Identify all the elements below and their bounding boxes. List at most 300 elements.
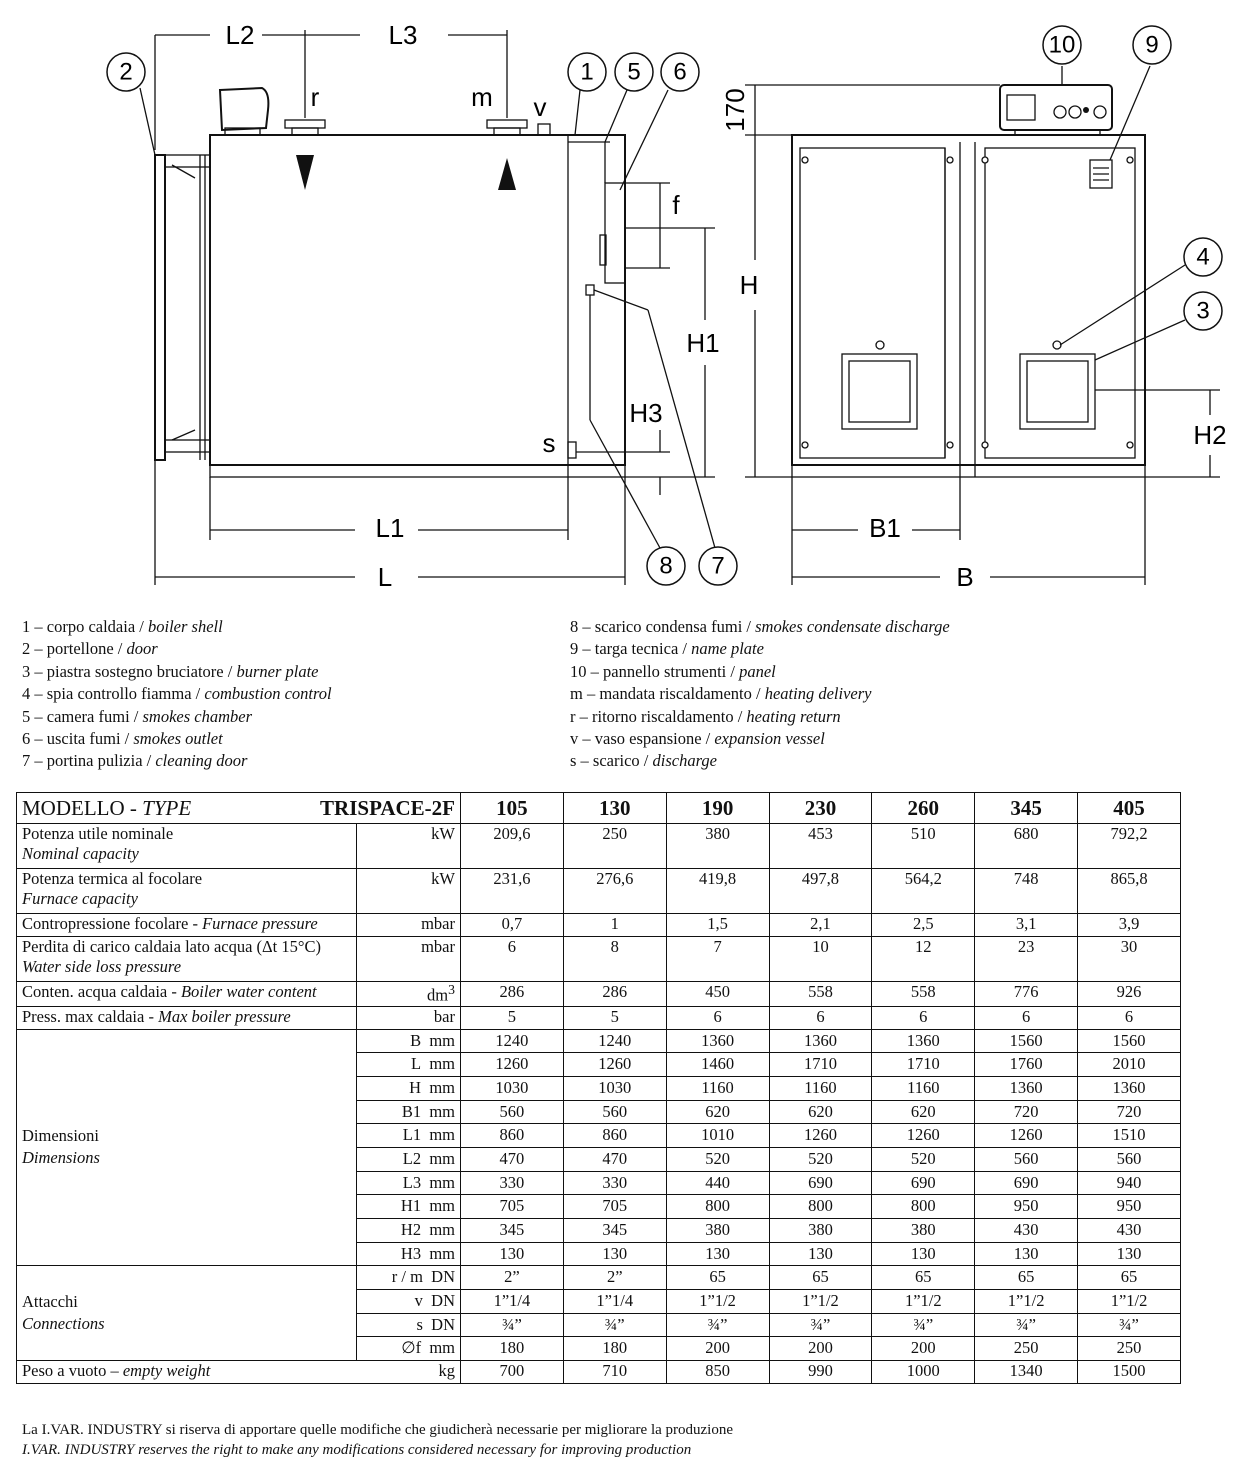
row-label-it: Contropressione focolare - xyxy=(22,914,203,933)
value-cell: 6 xyxy=(461,937,564,982)
value-cell: 720 xyxy=(975,1100,1078,1124)
unit-text: mm xyxy=(429,1243,455,1263)
value-cell: 130 xyxy=(1078,1242,1181,1266)
front-view xyxy=(745,66,1220,585)
value-cell: 276,6 xyxy=(563,869,666,914)
symbol: H xyxy=(409,1077,422,1097)
footer-it: La I.VAR. INDUSTRY si riserva di apportare quelle modifiche che giudicherà necessarie per migliorare la produzione xyxy=(22,1422,734,1438)
table-row xyxy=(17,982,1181,1007)
unit-text: mm xyxy=(429,1172,455,1192)
footer-en: I.VAR. INDUSTRY reserves the right to make any modifications considered necessary for improving production xyxy=(22,1442,692,1458)
callout-8: 8 xyxy=(659,552,673,580)
symbol: L xyxy=(410,1054,422,1074)
label-s: s xyxy=(542,428,556,458)
technical-drawing xyxy=(0,0,1240,600)
symbol-unit xyxy=(357,1076,461,1100)
row-label xyxy=(17,1361,357,1384)
value-cell: 1”1/2 xyxy=(666,1290,769,1314)
value-cell: 705 xyxy=(461,1195,564,1219)
model-column-260: 260 xyxy=(872,793,975,824)
value-cell: 1360 xyxy=(666,1029,769,1053)
symbol-unit xyxy=(357,1171,461,1195)
value-cell: 1160 xyxy=(769,1076,872,1100)
value-cell: 558 xyxy=(872,982,975,1007)
value-cell: 5 xyxy=(563,1006,666,1029)
value-cell: 1760 xyxy=(975,1053,1078,1077)
value-cell: 180 xyxy=(563,1337,666,1361)
row-label-en: Furnace capacity xyxy=(22,889,138,908)
dimensions-label-it: Dimensioni xyxy=(22,1126,99,1146)
value-cell: 800 xyxy=(769,1195,872,1219)
symbol-unit xyxy=(357,1147,461,1171)
value-cell: 453 xyxy=(769,824,872,869)
callout-7: 7 xyxy=(711,552,725,580)
value-cell: 1360 xyxy=(975,1076,1078,1100)
value-cell: 1”1/4 xyxy=(461,1290,564,1314)
unit-text: mbar xyxy=(421,914,455,933)
model-header xyxy=(17,793,461,824)
row-label-en: Max boiler pressure xyxy=(158,1006,291,1026)
unit-text: kW xyxy=(431,869,455,888)
value-cell: 520 xyxy=(872,1147,975,1171)
model-column-190: 190 xyxy=(666,793,769,824)
row-label-it: Potenza termica al focolare xyxy=(22,869,203,888)
value-cell: 440 xyxy=(666,1171,769,1195)
model-en: TYPE xyxy=(142,795,192,820)
symbol: ∅f xyxy=(401,1338,422,1358)
value-cell: 560 xyxy=(975,1147,1078,1171)
value-cell: 1”1/2 xyxy=(872,1290,975,1314)
value-cell: 1360 xyxy=(872,1029,975,1053)
row-unit xyxy=(357,982,461,1007)
legend-item: 8 – scarico condensa fumi / smokes condensate discharge xyxy=(570,617,950,636)
symbol: L1 xyxy=(402,1125,422,1145)
callout-9: 9 xyxy=(1145,31,1159,59)
legend-item: s – scarico / discharge xyxy=(570,751,717,771)
value-cell: ¾” xyxy=(1078,1313,1181,1337)
unit-text: DN xyxy=(431,1267,455,1287)
table-row xyxy=(17,1029,1181,1053)
value-cell: 8 xyxy=(563,937,666,982)
symbol-unit xyxy=(357,1219,461,1243)
value-cell: 1710 xyxy=(872,1053,975,1077)
legend-item: 10 – pannello strumenti / panel xyxy=(570,661,776,681)
dim-B1: B1 xyxy=(869,513,901,543)
row-unit xyxy=(357,937,461,982)
value-cell: 705 xyxy=(563,1195,666,1219)
symbol: L3 xyxy=(402,1172,422,1192)
value-cell: ¾” xyxy=(769,1313,872,1337)
value-cell: 1260 xyxy=(563,1053,666,1077)
value-cell: 850 xyxy=(666,1361,769,1384)
value-cell: 1”1/2 xyxy=(1078,1290,1181,1314)
value-cell: 200 xyxy=(769,1337,872,1361)
value-cell: 0,7 xyxy=(461,914,564,937)
dimensions-label-en: Dimensions xyxy=(22,1148,100,1168)
unit-text: mbar xyxy=(421,937,455,956)
value-cell: 1030 xyxy=(461,1076,564,1100)
value-cell: 6 xyxy=(666,1006,769,1029)
unit-text: DN xyxy=(431,1291,455,1311)
symbol: H2 xyxy=(400,1220,422,1239)
dim-f: f xyxy=(672,190,680,220)
callout-4: 4 xyxy=(1196,243,1210,271)
symbol: L2 xyxy=(402,1148,422,1168)
row-label xyxy=(17,982,357,1007)
value-cell: 470 xyxy=(563,1147,666,1171)
symbol-unit xyxy=(357,1290,461,1314)
value-cell: 250 xyxy=(1078,1337,1181,1361)
dim-L2: L2 xyxy=(225,20,255,50)
value-cell: 380 xyxy=(666,824,769,869)
value-cell: 2” xyxy=(563,1266,666,1290)
row-unit xyxy=(357,824,461,869)
table-row xyxy=(17,914,1181,937)
value-cell: 1710 xyxy=(769,1053,872,1077)
value-cell: ¾” xyxy=(461,1313,564,1337)
model-column-105: 105 xyxy=(461,793,564,824)
dim-L: L xyxy=(377,562,393,592)
value-cell: 209,6 xyxy=(461,824,564,869)
value-cell: 286 xyxy=(563,982,666,1007)
dim-H: H xyxy=(739,270,759,300)
value-cell: 1010 xyxy=(666,1124,769,1148)
table-row xyxy=(17,937,1181,982)
legend-left xyxy=(22,616,332,773)
value-cell: 250 xyxy=(563,824,666,869)
value-cell: 1”1/2 xyxy=(769,1290,872,1314)
value-cell: 65 xyxy=(666,1266,769,1290)
value-cell: 620 xyxy=(769,1100,872,1124)
symbol-unit xyxy=(357,1337,461,1361)
value-cell: 330 xyxy=(461,1171,564,1195)
value-cell: 12 xyxy=(872,937,975,982)
value-cell: 380 xyxy=(769,1219,872,1243)
value-cell: 130 xyxy=(461,1242,564,1266)
legend-item: 7 – portina pulizia / cleaning door xyxy=(22,751,248,771)
dim-L3: L3 xyxy=(388,20,418,50)
footer xyxy=(22,1420,733,1460)
table-row xyxy=(17,1006,1181,1029)
value-cell: 200 xyxy=(872,1337,975,1361)
label-r: r xyxy=(310,82,320,112)
table-row xyxy=(17,824,1181,869)
value-cell: 130 xyxy=(769,1242,872,1266)
callout-2: 2 xyxy=(119,58,133,86)
unit-text: mm xyxy=(429,1220,455,1239)
connections-label-en: Connections xyxy=(22,1314,105,1334)
symbol: H3 xyxy=(400,1243,422,1263)
value-cell: 1260 xyxy=(872,1124,975,1148)
unit-text: mm xyxy=(429,1054,455,1074)
row-unit xyxy=(357,914,461,937)
value-cell: 6 xyxy=(769,1006,872,1029)
unit-text: DN xyxy=(431,1314,455,1334)
value-cell: 1260 xyxy=(461,1053,564,1077)
value-cell: 1560 xyxy=(1078,1029,1181,1053)
value-cell: 7 xyxy=(666,937,769,982)
unit-sup: 3 xyxy=(448,982,455,997)
value-cell: 2” xyxy=(461,1266,564,1290)
row-unit: kg xyxy=(357,1361,461,1384)
value-cell: 564,2 xyxy=(872,869,975,914)
value-cell: 510 xyxy=(872,824,975,869)
row-label xyxy=(17,1006,357,1029)
value-cell: 748 xyxy=(975,869,1078,914)
value-cell: 3,9 xyxy=(1078,914,1181,937)
side-view xyxy=(140,30,715,585)
table-header-row xyxy=(17,793,1181,824)
value-cell: 1000 xyxy=(872,1361,975,1384)
value-cell: 700 xyxy=(461,1361,564,1384)
legend-item: 4 – spia controllo fiamma / combustion control xyxy=(22,684,332,704)
symbol: B xyxy=(410,1030,422,1050)
value-cell: 1560 xyxy=(975,1029,1078,1053)
value-cell: 6 xyxy=(872,1006,975,1029)
value-cell: 926 xyxy=(1078,982,1181,1007)
value-cell: 680 xyxy=(975,824,1078,869)
value-cell: 558 xyxy=(769,982,872,1007)
value-cell: 710 xyxy=(563,1361,666,1384)
brand: TRISPACE-2F xyxy=(320,795,455,820)
value-cell: 2010 xyxy=(1078,1053,1181,1077)
value-cell: 130 xyxy=(975,1242,1078,1266)
value-cell: 65 xyxy=(872,1266,975,1290)
value-cell: 940 xyxy=(1078,1171,1181,1195)
value-cell: 380 xyxy=(666,1219,769,1243)
value-cell: 1260 xyxy=(975,1124,1078,1148)
unit-text: mm xyxy=(429,1148,455,1168)
value-cell: 1360 xyxy=(769,1029,872,1053)
symbol: r / m xyxy=(391,1267,423,1287)
row-label-it: Potenza utile nominale xyxy=(22,824,174,843)
table-row xyxy=(17,1361,1181,1384)
value-cell: 1 xyxy=(563,914,666,937)
symbol-unit xyxy=(357,1195,461,1219)
value-cell: 6 xyxy=(1078,1006,1181,1029)
value-cell: 286 xyxy=(461,982,564,1007)
symbol-unit xyxy=(357,1053,461,1077)
value-cell: 10 xyxy=(769,937,872,982)
symbol-unit xyxy=(357,1029,461,1053)
legend-item: 9 – targa tecnica / name plate xyxy=(570,639,764,659)
label-v: v xyxy=(533,92,547,122)
row-label-it: Conten. acqua caldaia - xyxy=(22,982,181,1001)
value-cell: 345 xyxy=(461,1219,564,1243)
row-label-en: Furnace pressure xyxy=(202,914,318,933)
symbol: v xyxy=(414,1291,423,1311)
value-cell: 380 xyxy=(872,1219,975,1243)
row-label-en: empty weight xyxy=(122,1361,211,1381)
value-cell: 1360 xyxy=(1078,1076,1181,1100)
legend-item: m – mandata riscaldamento / heating delivery xyxy=(570,684,872,704)
value-cell: 65 xyxy=(769,1266,872,1290)
legend-item: 6 – uscita fumi / smokes outlet xyxy=(22,729,223,749)
row-label-it: Peso a vuoto – xyxy=(22,1361,123,1381)
value-cell: 1500 xyxy=(1078,1361,1181,1384)
legend-item: 2 – portellone / door xyxy=(22,639,158,659)
value-cell: 3,1 xyxy=(975,914,1078,937)
value-cell: 1240 xyxy=(563,1029,666,1053)
value-cell: 231,6 xyxy=(461,869,564,914)
value-cell: 1”1/4 xyxy=(563,1290,666,1314)
value-cell: 860 xyxy=(563,1124,666,1148)
value-cell: 470 xyxy=(461,1147,564,1171)
value-cell: 520 xyxy=(769,1147,872,1171)
unit-text: dm xyxy=(427,985,449,1005)
value-cell: 690 xyxy=(872,1171,975,1195)
value-cell: 1510 xyxy=(1078,1124,1181,1148)
dimensions-label xyxy=(17,1029,357,1266)
value-cell: 1160 xyxy=(872,1076,975,1100)
unit-text: bar xyxy=(433,1006,455,1026)
symbol-unit xyxy=(357,1124,461,1148)
unit-text: mm xyxy=(429,1196,455,1216)
value-cell: 430 xyxy=(1078,1219,1181,1243)
value-cell: 2,1 xyxy=(769,914,872,937)
legend-item: 1 – corpo caldaia / boiler shell xyxy=(22,617,223,636)
value-cell: 990 xyxy=(769,1361,872,1384)
value-cell: 497,8 xyxy=(769,869,872,914)
callout-3: 3 xyxy=(1196,297,1210,325)
value-cell: 345 xyxy=(563,1219,666,1243)
model-column-130: 130 xyxy=(563,793,666,824)
value-cell: 776 xyxy=(975,982,1078,1007)
row-label xyxy=(17,869,357,914)
value-cell: 200 xyxy=(666,1337,769,1361)
callout-5: 5 xyxy=(627,58,641,86)
row-label xyxy=(17,937,357,982)
value-cell: 560 xyxy=(461,1100,564,1124)
value-cell: 180 xyxy=(461,1337,564,1361)
label-m: m xyxy=(471,82,493,112)
value-cell: 950 xyxy=(975,1195,1078,1219)
unit-text: mm xyxy=(429,1101,455,1121)
value-cell: 1340 xyxy=(975,1361,1078,1384)
callout-1: 1 xyxy=(580,58,594,86)
value-cell: 800 xyxy=(872,1195,975,1219)
legend-item: v – vaso espansione / expansion vessel xyxy=(570,729,825,749)
value-cell: 690 xyxy=(769,1171,872,1195)
value-cell: 130 xyxy=(563,1242,666,1266)
value-cell: 330 xyxy=(563,1171,666,1195)
row-label xyxy=(17,824,357,869)
value-cell: 720 xyxy=(1078,1100,1181,1124)
value-cell: 1030 xyxy=(563,1076,666,1100)
value-cell: 1240 xyxy=(461,1029,564,1053)
legend-item: 5 – camera fumi / smokes chamber xyxy=(22,706,253,726)
value-cell: 23 xyxy=(975,937,1078,982)
value-cell: 250 xyxy=(975,1337,1078,1361)
dim-H1: H1 xyxy=(686,328,720,358)
row-label-en: Boiler water content xyxy=(180,982,317,1001)
model-column-230: 230 xyxy=(769,793,872,824)
callout-10: 10 xyxy=(1048,31,1076,59)
value-cell: ¾” xyxy=(872,1313,975,1337)
value-cell: 1260 xyxy=(769,1124,872,1148)
row-label xyxy=(17,914,357,937)
value-cell: 620 xyxy=(666,1100,769,1124)
value-cell: 5 xyxy=(461,1006,564,1029)
value-cell: 620 xyxy=(872,1100,975,1124)
connections-label xyxy=(17,1266,357,1361)
dim-B: B xyxy=(956,562,974,592)
value-cell: 1160 xyxy=(666,1076,769,1100)
unit-text: mm xyxy=(429,1077,455,1097)
dim-170: 170 xyxy=(720,88,750,132)
specs-table xyxy=(16,792,1181,1384)
row-label-en: Water side loss pressure xyxy=(22,957,182,976)
symbol: H1 xyxy=(400,1196,422,1216)
symbol-unit xyxy=(357,1100,461,1124)
legend-item: 3 – piastra sostegno bruciatore / burner plate xyxy=(22,661,319,681)
value-cell: ¾” xyxy=(563,1313,666,1337)
row-label-it: Perdita di carico caldaia lato acqua (Δt 15°C) xyxy=(22,937,321,956)
value-cell: ¾” xyxy=(975,1313,1078,1337)
value-cell: 520 xyxy=(666,1147,769,1171)
connections-label-it: Attacchi xyxy=(22,1292,78,1312)
value-cell: 130 xyxy=(872,1242,975,1266)
row-label-it: Press. max caldaia - xyxy=(22,1006,159,1026)
row-unit xyxy=(357,1006,461,1029)
value-cell: 690 xyxy=(975,1171,1078,1195)
symbol-unit xyxy=(357,1266,461,1290)
value-cell: 1,5 xyxy=(666,914,769,937)
table-row xyxy=(17,1266,1181,1290)
value-cell: 6 xyxy=(975,1006,1078,1029)
unit-text: mm xyxy=(429,1125,455,1145)
value-cell: 130 xyxy=(666,1242,769,1266)
value-cell: 419,8 xyxy=(666,869,769,914)
unit-text: kW xyxy=(431,824,455,843)
value-cell: 65 xyxy=(975,1266,1078,1290)
model-column-345: 345 xyxy=(975,793,1078,824)
dim-L1: L1 xyxy=(375,513,405,543)
row-label-en: Nominal capacity xyxy=(22,844,139,863)
symbol: s xyxy=(416,1314,423,1334)
value-cell: 560 xyxy=(1078,1147,1181,1171)
value-cell: 2,5 xyxy=(872,914,975,937)
value-cell: ¾” xyxy=(666,1313,769,1337)
value-cell: 860 xyxy=(461,1124,564,1148)
unit-text: mm xyxy=(429,1338,455,1358)
row-unit xyxy=(357,869,461,914)
symbol-unit xyxy=(357,1242,461,1266)
legend-right xyxy=(570,616,950,773)
model-it: MODELLO - xyxy=(22,795,143,820)
value-cell: 560 xyxy=(563,1100,666,1124)
value-cell: 430 xyxy=(975,1219,1078,1243)
symbol: B1 xyxy=(401,1101,422,1121)
dim-H2: H2 xyxy=(1193,420,1227,450)
symbol-unit xyxy=(357,1313,461,1337)
value-cell: 950 xyxy=(1078,1195,1181,1219)
value-cell: 1460 xyxy=(666,1053,769,1077)
unit-text: mm xyxy=(429,1030,455,1050)
table-row xyxy=(17,869,1181,914)
dim-H3: H3 xyxy=(629,398,663,428)
value-cell: 65 xyxy=(1078,1266,1181,1290)
value-cell: 800 xyxy=(666,1195,769,1219)
value-cell: 1”1/2 xyxy=(975,1290,1078,1314)
value-cell: 30 xyxy=(1078,937,1181,982)
legend-item: r – ritorno riscaldamento / heating return xyxy=(570,706,841,726)
model-column-405: 405 xyxy=(1078,793,1181,824)
value-cell: 450 xyxy=(666,982,769,1007)
callout-6: 6 xyxy=(673,58,687,86)
value-cell: 865,8 xyxy=(1078,869,1181,914)
value-cell: 792,2 xyxy=(1078,824,1181,869)
